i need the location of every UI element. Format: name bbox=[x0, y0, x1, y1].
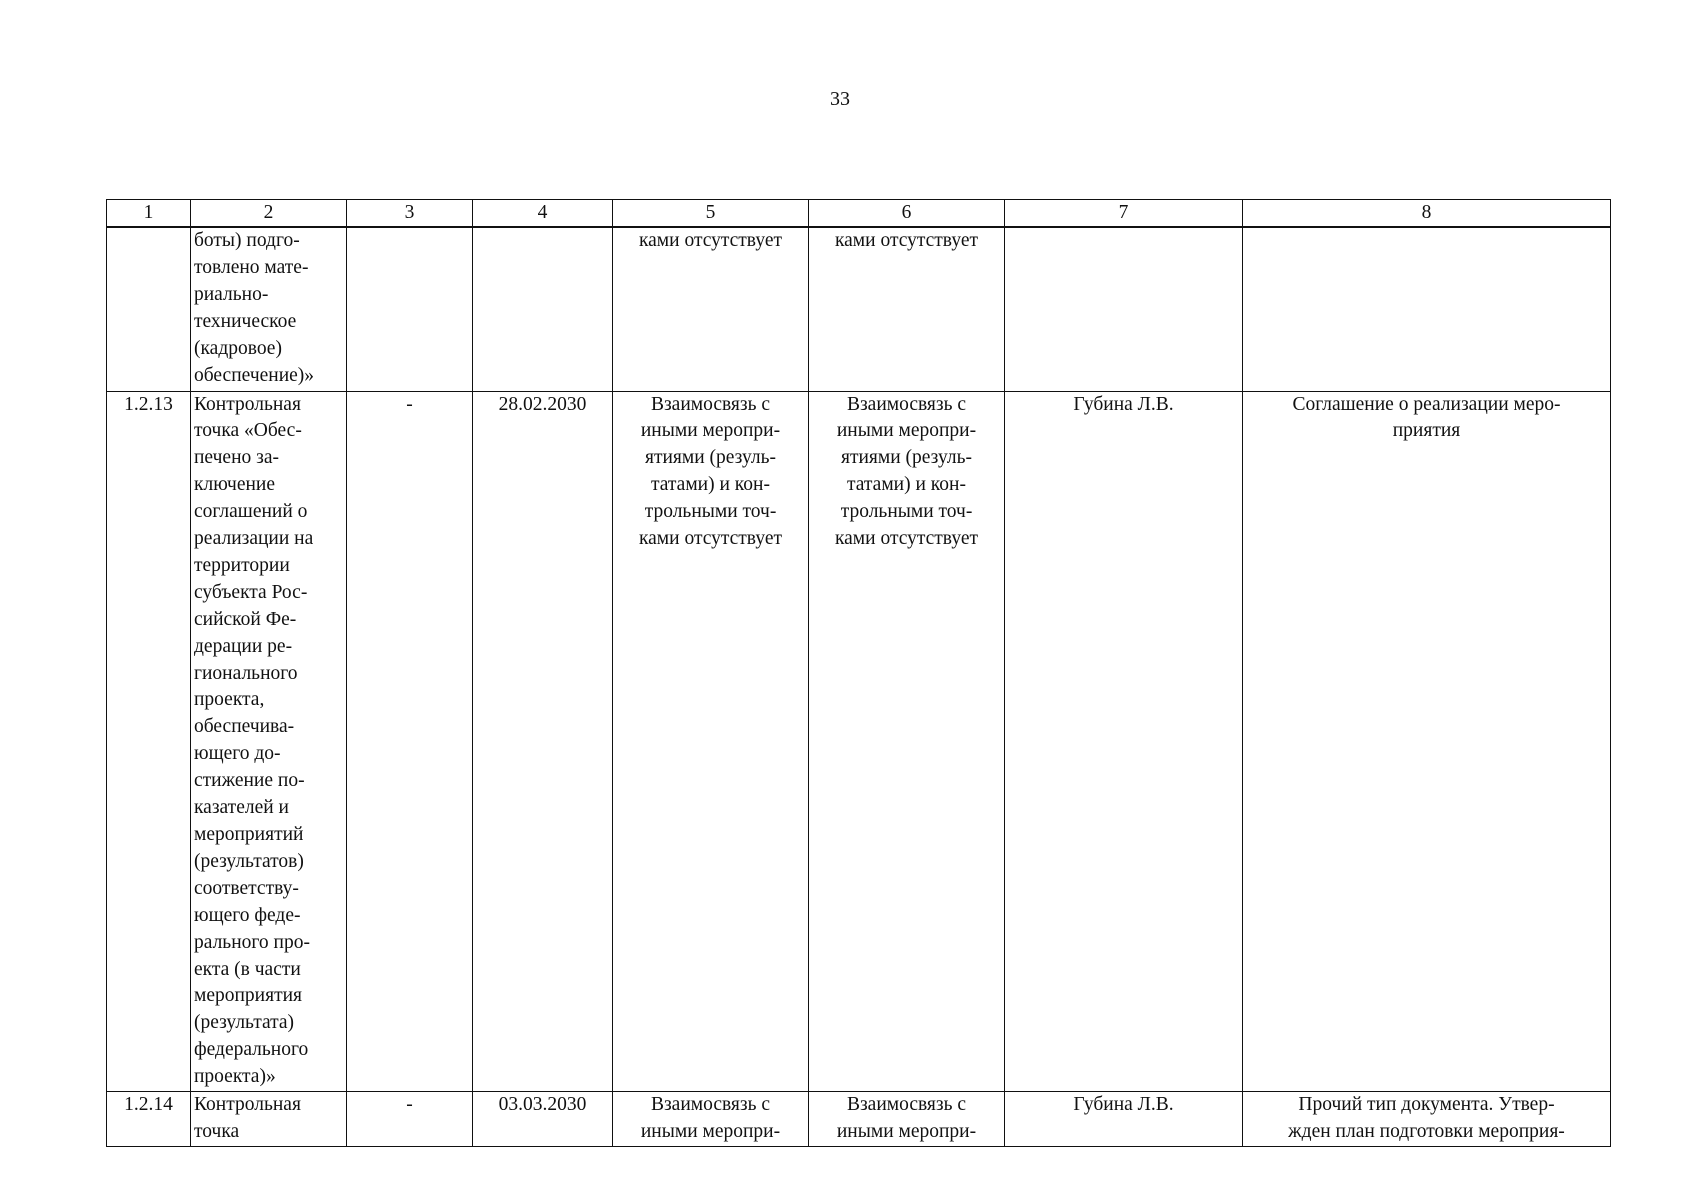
cell-text-line: екта (в части bbox=[194, 958, 301, 980]
cell-text-line: трольными точ- bbox=[840, 501, 973, 523]
header-cell: 5 bbox=[613, 200, 809, 228]
cell-text-line: обеспечива- bbox=[194, 716, 295, 738]
table-row bbox=[107, 227, 1611, 391]
cell-text-line: реализации на bbox=[194, 528, 314, 550]
cell-text-line: федерального bbox=[194, 1039, 309, 1061]
cell-text-line: Контрольная bbox=[194, 1094, 301, 1116]
responsible-cell: Губина Л.В. bbox=[1005, 1092, 1243, 1147]
cell-text-line: соответству- bbox=[194, 877, 299, 899]
cell-text-line: ятиями (резуль- bbox=[645, 447, 776, 469]
header-cell: 3 bbox=[347, 200, 473, 228]
cell-text-line: Взаимосвязь с bbox=[846, 393, 967, 415]
cell-text-line: татами) и кон- bbox=[847, 474, 966, 496]
relation-cell bbox=[613, 1092, 809, 1147]
cell-text-line: татами) и кон- bbox=[651, 474, 770, 496]
cell-text-line: приятия bbox=[1392, 420, 1461, 442]
cell-text-line: стижение по- bbox=[194, 770, 305, 792]
responsible-cell bbox=[1005, 227, 1243, 391]
cell-text-line: (кадровое) bbox=[194, 337, 282, 359]
cell-text-line: трольными точ- bbox=[644, 501, 777, 523]
cell-col3 bbox=[347, 227, 473, 391]
header-cell: 1 bbox=[107, 200, 191, 228]
cell-text-line: ятиями (резуль- bbox=[841, 447, 972, 469]
document-cell bbox=[1243, 391, 1611, 1092]
cell-text-line: ками отсутствует bbox=[638, 528, 783, 550]
cell-text-line: проекта)» bbox=[194, 1066, 276, 1088]
plan-table bbox=[106, 199, 1611, 1147]
cell-text-line: рального про- bbox=[194, 931, 310, 953]
cell-text-line: ками отсутствует bbox=[638, 230, 783, 251]
cell-text-line: обеспечение)» bbox=[194, 364, 315, 386]
cell-text-line: точка bbox=[194, 1120, 240, 1142]
relation-cell bbox=[613, 391, 809, 1092]
cell-text-line: казателей и bbox=[194, 797, 289, 819]
cell-text-line: жден план подготовки мероприя- bbox=[1288, 1120, 1565, 1142]
cell-text-line: мероприятия bbox=[194, 985, 303, 1007]
cell-text-line: соглашений о bbox=[194, 501, 308, 523]
description-cell bbox=[191, 1092, 347, 1147]
description-cell bbox=[191, 391, 347, 1092]
cell-text-line: товлено мате- bbox=[194, 256, 309, 278]
cell-text-line: территории bbox=[194, 554, 290, 576]
cell-text-line: ками отсутствует bbox=[834, 230, 979, 251]
header-cell: 7 bbox=[1005, 200, 1243, 228]
row-number-cell: 1.2.13 bbox=[107, 391, 191, 1092]
cell-text-line: точка «Обес- bbox=[194, 420, 302, 442]
cell-text-line: (результата) bbox=[194, 1012, 295, 1034]
header-cell: 2 bbox=[191, 200, 347, 228]
cell-col3: - bbox=[347, 391, 473, 1092]
header-cell: 4 bbox=[473, 200, 613, 228]
cell-text-line: боты) подго- bbox=[194, 230, 300, 251]
cell-col3: - bbox=[347, 1092, 473, 1147]
cell-text-line: иными меропри- bbox=[836, 420, 977, 442]
date-cell: 03.03.2030 bbox=[473, 1092, 613, 1147]
cell-text-line: ющего феде- bbox=[194, 904, 301, 926]
relation-cell bbox=[809, 391, 1005, 1092]
cell-text-line: ключение bbox=[194, 474, 276, 496]
cell-text-line: Прочий тип документа. Утвер- bbox=[1298, 1094, 1555, 1116]
responsible-cell: Губина Л.В. bbox=[1005, 391, 1243, 1092]
cell-text-line: Взаимосвязь с bbox=[846, 1094, 967, 1116]
document-cell bbox=[1243, 1092, 1611, 1147]
cell-text-line: риально- bbox=[194, 283, 269, 305]
cell-text-line: сийской Фе- bbox=[194, 608, 297, 630]
header-cell: 6 bbox=[809, 200, 1005, 228]
cell-text-line: Соглашение о реализации меро- bbox=[1292, 393, 1561, 415]
cell-text-line: Взаимосвязь с bbox=[650, 393, 771, 415]
relation-cell bbox=[613, 227, 809, 391]
cell-text-line: иными меропри- bbox=[836, 1120, 977, 1142]
cell-text-line: иными меропри- bbox=[640, 420, 781, 442]
cell-text-line: дерации ре- bbox=[194, 635, 293, 657]
row-number-cell: 1.2.14 bbox=[107, 1092, 191, 1147]
cell-text-line: иными меропри- bbox=[640, 1120, 781, 1142]
cell-text-line: гионального bbox=[194, 662, 298, 684]
cell-text-line: (результатов) bbox=[194, 850, 304, 872]
table-header-row bbox=[107, 200, 1611, 228]
date-cell bbox=[473, 227, 613, 391]
table-row bbox=[107, 391, 1611, 1092]
table-row bbox=[107, 1092, 1611, 1147]
relation-cell bbox=[809, 1092, 1005, 1147]
document-cell bbox=[1243, 227, 1611, 391]
date-cell: 28.02.2030 bbox=[473, 391, 613, 1092]
cell-text-line: техническое bbox=[194, 310, 297, 332]
cell-text-line: Контрольная bbox=[194, 393, 301, 415]
row-number-cell bbox=[107, 227, 191, 391]
description-cell bbox=[191, 227, 347, 391]
cell-text-line: проекта, bbox=[194, 689, 265, 711]
cell-text-line: мероприятий bbox=[194, 824, 304, 845]
cell-text-line: ками отсутствует bbox=[834, 528, 979, 550]
cell-text-line: Взаимосвязь с bbox=[650, 1094, 771, 1116]
cell-text-line: печено за- bbox=[194, 447, 279, 469]
cell-text-line: ющего до- bbox=[194, 743, 281, 765]
header-cell: 8 bbox=[1243, 200, 1611, 228]
page-number: 33 bbox=[830, 88, 850, 110]
relation-cell bbox=[809, 227, 1005, 391]
cell-text-line: субъекта Рос- bbox=[194, 581, 308, 603]
